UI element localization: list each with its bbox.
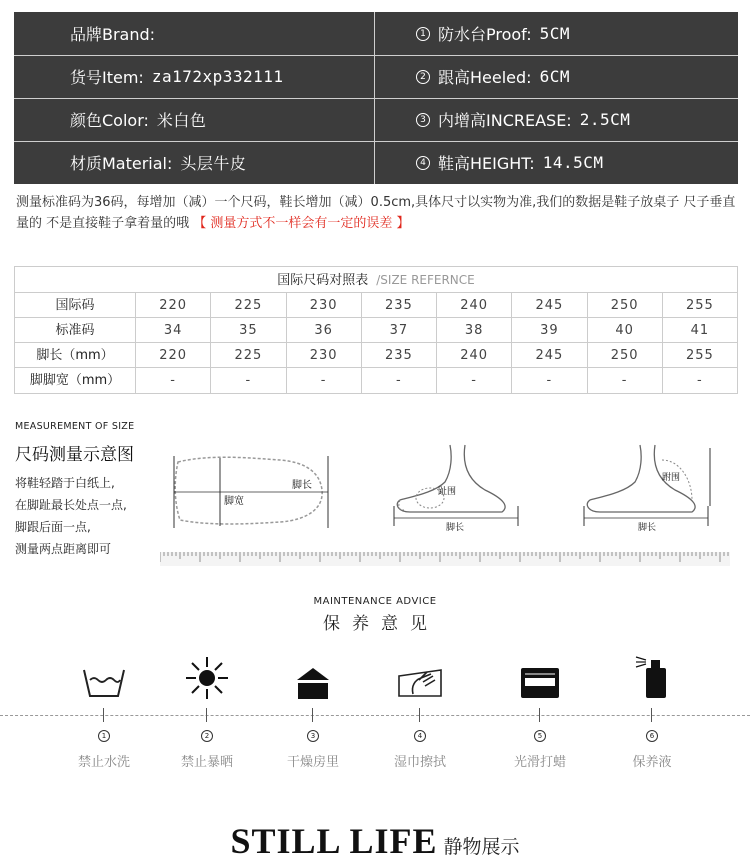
size-cell: - bbox=[361, 368, 436, 393]
spec-value: 头层牛皮 bbox=[180, 154, 247, 173]
spec-value: 5CM bbox=[539, 24, 571, 43]
spec-number-badge: 4 bbox=[416, 156, 430, 170]
care-tick bbox=[103, 708, 104, 722]
size-cell: 245 bbox=[511, 343, 586, 367]
row-head: 脚脚宽（mm） bbox=[29, 373, 121, 388]
care-item-no-wash bbox=[49, 650, 159, 770]
house-icon bbox=[295, 666, 331, 700]
instruction-line: 将鞋轻踏于白纸上, bbox=[15, 476, 115, 490]
size-row-international bbox=[15, 293, 737, 318]
size-cell: 230 bbox=[286, 293, 361, 317]
size-table bbox=[14, 266, 738, 394]
size-cell: 255 bbox=[662, 293, 737, 317]
spec-proof bbox=[376, 12, 738, 55]
note-warning: 【 测量方式不一样会有一定的误差 】 bbox=[193, 216, 410, 231]
row-head: 国际码 bbox=[55, 298, 95, 313]
size-cell: - bbox=[210, 368, 285, 393]
size-cell: 235 bbox=[361, 343, 436, 367]
measurement-note bbox=[16, 192, 740, 234]
size-cell: 250 bbox=[587, 343, 662, 367]
row-head: 标准码 bbox=[55, 323, 95, 338]
girth-label: 趾围 bbox=[438, 487, 457, 497]
size-cell: 37 bbox=[361, 318, 436, 342]
size-cell: 225 bbox=[210, 343, 285, 367]
size-cell: 38 bbox=[436, 318, 511, 342]
foot-top-view-figure bbox=[170, 452, 335, 532]
spec-heeled bbox=[376, 55, 738, 98]
size-table-title bbox=[15, 267, 737, 293]
size-cell: 36 bbox=[286, 318, 361, 342]
care-label: 光滑打蜡 bbox=[513, 755, 566, 770]
care-number: 1 bbox=[98, 730, 110, 742]
spec-label: 内增高INCREASE: bbox=[438, 111, 572, 130]
foot-side-view-figure bbox=[390, 440, 525, 535]
heel-girth-label: 跗围 bbox=[662, 473, 681, 483]
size-cell: - bbox=[135, 368, 210, 393]
still-life-cn: 静物展示 bbox=[443, 836, 520, 858]
size-cell: 255 bbox=[662, 343, 737, 367]
wash-tub-icon bbox=[82, 666, 126, 700]
spec-value: 米白色 bbox=[156, 111, 207, 130]
measurement-title-cn: 尺码测量示意图 bbox=[15, 445, 134, 465]
care-number: 5 bbox=[534, 730, 546, 742]
size-cell: 39 bbox=[511, 318, 586, 342]
care-label: 湿巾擦拭 bbox=[393, 755, 446, 770]
spec-label: 品牌Brand: bbox=[70, 25, 156, 44]
spec-material bbox=[14, 141, 374, 184]
care-number: 2 bbox=[201, 730, 213, 742]
instruction-line: 测量两点距离即可 bbox=[15, 542, 112, 556]
width-label: 脚宽 bbox=[224, 496, 244, 507]
care-item-dry-room bbox=[258, 650, 368, 770]
care-item-no-sun bbox=[152, 650, 262, 770]
size-table-title-cn: 国际尺码对照表 bbox=[277, 273, 369, 288]
size-cell: 240 bbox=[436, 343, 511, 367]
instruction-line: 脚跟后面一点, bbox=[15, 520, 91, 534]
maintenance-title-en: MAINTENANCE ADVICE bbox=[313, 596, 437, 607]
size-cell: 35 bbox=[210, 318, 285, 342]
spec-height bbox=[376, 141, 738, 184]
size-cell: - bbox=[436, 368, 511, 393]
care-tick bbox=[651, 708, 652, 722]
size-cell: 230 bbox=[286, 343, 361, 367]
spec-label: 鞋高HEIGHT: bbox=[438, 154, 535, 173]
size-row-standard bbox=[15, 318, 737, 343]
care-tick bbox=[312, 708, 313, 722]
instruction-line: 在脚趾最长处点一点, bbox=[15, 498, 127, 512]
maintenance-title-cn: 保养意见 bbox=[323, 614, 439, 634]
sun-icon bbox=[185, 656, 229, 700]
care-item-wax bbox=[485, 650, 595, 770]
still-life-en: STILL LIFE bbox=[230, 821, 438, 860]
spec-label: 跟高Heeled: bbox=[438, 68, 532, 87]
measurement-instructions bbox=[15, 472, 127, 560]
size-row-foot-length bbox=[15, 343, 737, 368]
maintenance-divider bbox=[0, 715, 750, 716]
spec-label: 材质Material: bbox=[70, 154, 173, 173]
care-tick bbox=[539, 708, 540, 722]
spec-value: za172xp332111 bbox=[151, 67, 284, 86]
spec-brand bbox=[14, 12, 374, 55]
length-label: 脚长 bbox=[638, 523, 657, 533]
size-cell: 225 bbox=[210, 293, 285, 317]
size-cell: - bbox=[511, 368, 586, 393]
size-cell: 220 bbox=[135, 293, 210, 317]
still-life-heading bbox=[0, 820, 750, 860]
care-number: 4 bbox=[414, 730, 426, 742]
care-number: 3 bbox=[307, 730, 319, 742]
spec-number-badge: 1 bbox=[416, 27, 430, 41]
care-tick bbox=[419, 708, 420, 722]
size-cell: 245 bbox=[511, 293, 586, 317]
size-row-foot-width bbox=[15, 368, 737, 393]
spec-color bbox=[14, 98, 374, 141]
spec-item bbox=[14, 55, 374, 98]
size-cell: 235 bbox=[361, 293, 436, 317]
size-table-title-en: /SIZE REFERNCE bbox=[376, 273, 475, 287]
note-text: 测量标准码为36码，每增加（减）一个尺码，鞋长增加（减）0.5cm,具体尺寸以实物为准,我们的数据是鞋子放桌子 尺子垂直量的 不是直接鞋子拿着量的哦 bbox=[16, 195, 736, 231]
care-item-wet-wipe bbox=[365, 650, 475, 770]
spec-increase bbox=[376, 98, 738, 141]
spec-number-badge: 3 bbox=[416, 113, 430, 127]
wipe-hand-icon bbox=[397, 666, 443, 700]
size-cell: 41 bbox=[662, 318, 737, 342]
care-item-care-liquid bbox=[597, 650, 707, 770]
care-label: 禁止暴晒 bbox=[180, 755, 233, 770]
size-cell: - bbox=[587, 368, 662, 393]
size-cell: 220 bbox=[135, 343, 210, 367]
spec-value: 14.5CM bbox=[542, 153, 604, 172]
care-number: 6 bbox=[646, 730, 658, 742]
ruler-icon bbox=[160, 552, 730, 566]
care-label: 禁止水洗 bbox=[77, 755, 130, 770]
size-cell: 40 bbox=[587, 318, 662, 342]
spec-value: 2.5CM bbox=[579, 110, 631, 129]
care-label: 保养液 bbox=[632, 755, 672, 770]
length-label: 脚长 bbox=[292, 480, 312, 491]
size-cell: - bbox=[286, 368, 361, 393]
row-head: 脚长（mm） bbox=[36, 348, 114, 363]
length-label: 脚长 bbox=[446, 523, 465, 533]
measurement-title-en: MEASUREMENT OF SIZE bbox=[15, 421, 135, 432]
spec-table bbox=[14, 12, 738, 184]
spec-value: 6CM bbox=[539, 67, 570, 86]
spec-label: 防水台Proof: bbox=[438, 25, 532, 44]
size-cell: 34 bbox=[135, 318, 210, 342]
size-cell: 240 bbox=[436, 293, 511, 317]
spray-bottle-icon bbox=[634, 654, 670, 700]
size-cell: - bbox=[662, 368, 737, 393]
spec-label: 货号Item: bbox=[70, 68, 144, 87]
care-label: 干燥房里 bbox=[286, 755, 339, 770]
spec-number-badge: 2 bbox=[416, 70, 430, 84]
care-tick bbox=[206, 708, 207, 722]
foot-side-view-figure bbox=[580, 440, 720, 535]
spec-label: 颜色Color: bbox=[70, 111, 149, 130]
wax-can-icon bbox=[519, 666, 561, 700]
size-cell: 250 bbox=[587, 293, 662, 317]
